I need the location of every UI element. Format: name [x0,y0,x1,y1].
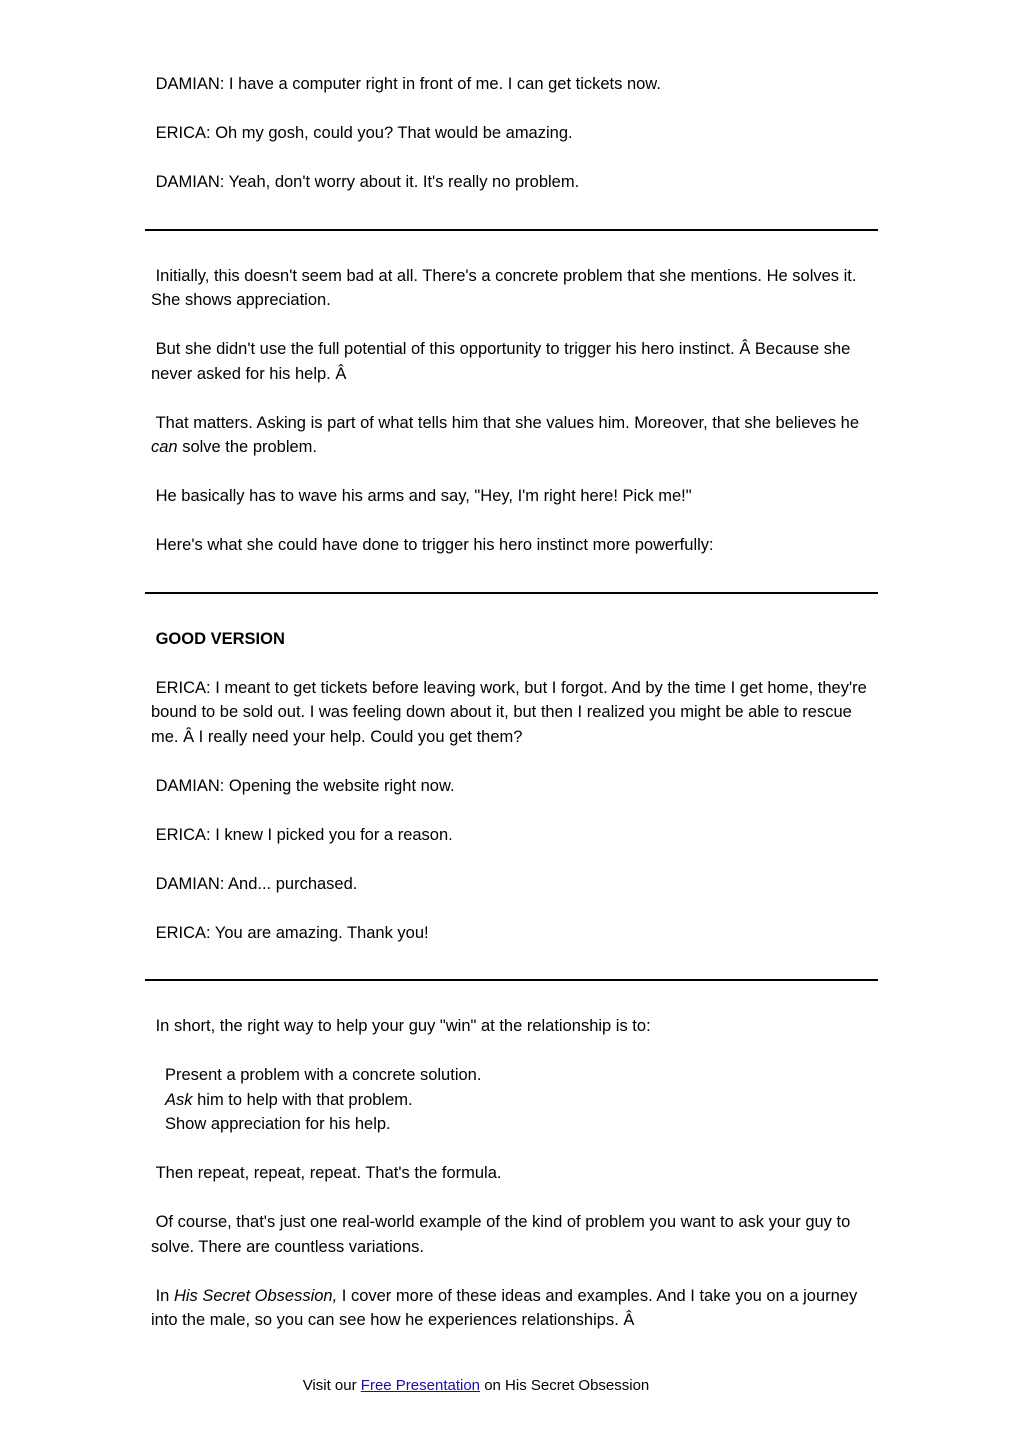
free-presentation-link[interactable]: Free Presentation [360,1377,481,1394]
document-body [151,72,877,1333]
formula-list [151,1063,877,1137]
footer-suffix: on His Secret Obsession [480,1377,650,1394]
dialogue-line: DAMIAN: I have a computer right in front of me. I can get tickets now. [155,75,661,93]
good-version-section [151,627,877,946]
dialogue-section-1 [151,72,877,195]
emphasis: can [151,438,178,456]
dialogue-line: ERICA: You are amazing. Thank you! [155,923,429,942]
list-item: Show appreciation for his help. [165,1115,391,1133]
dialogue-line: DAMIAN: Yeah, don't worry about it. It's really no problem. [155,173,580,191]
list-item: Present a problem with a concrete solution. [165,1066,482,1084]
paragraph: He basically has to wave his arms and say, "Hey, I'm right here! Pick me!" [155,487,692,505]
dialogue-line: DAMIAN: And... purchased. [155,874,358,893]
list-item: Ask him to help with that problem. [165,1090,413,1109]
footer [0,1376,952,1396]
section-divider [145,229,878,231]
paragraph: In His Secret Obsession, I cover more of these ideas and examples. And I take you on a journey into the male, so you can see how he experiences relationships. Â [151,1286,858,1329]
summary-section [151,1014,877,1333]
book-title: His Secret Obsession, [173,1286,338,1305]
paragraph: In short, the right way to help your guy "win" at the relationship is to: [155,1017,651,1035]
dialogue-line: DAMIAN: Opening the website right now. [155,776,455,795]
dialogue-line: ERICA: Oh my gosh, could you? That would be amazing. [155,124,573,142]
paragraph: Of course, that's just one real-world example of the kind of problem you want to ask your guy to solve. There are countless variations. [151,1213,851,1256]
emphasis: Ask [165,1090,193,1109]
paragraph: Here's what she could have done to trigger his hero instinct more powerfully: [155,536,714,554]
commentary-section [151,264,877,558]
paragraph: That matters. Asking is part of what tells him that she values him. Moreover, that she believes he can solve the problem. [151,413,860,456]
dialogue-line: ERICA: I meant to get tickets before leaving work, but I forgot. And by the time I get home, they're bound to be sold out. I was feeling down about it, but then I realized you might be able to rescue me. Â I really need your help. Could you get them? [151,678,867,746]
section-heading: GOOD VERSION [155,629,285,648]
paragraph: Then repeat, repeat, repeat. That's the formula. [155,1164,502,1182]
section-divider [145,592,878,594]
footer-prefix: Visit our [302,1377,361,1394]
paragraph: Initially, this doesn't seem bad at all. There's a concrete problem that she mentions. He solves it. She shows appreciation. [151,266,857,309]
section-divider [145,979,878,981]
paragraph: But she didn't use the full potential of this opportunity to trigger his hero instinct. Â Because she never asked for his help. Â [151,340,851,383]
dialogue-line: ERICA: I knew I picked you for a reason. [155,825,453,844]
